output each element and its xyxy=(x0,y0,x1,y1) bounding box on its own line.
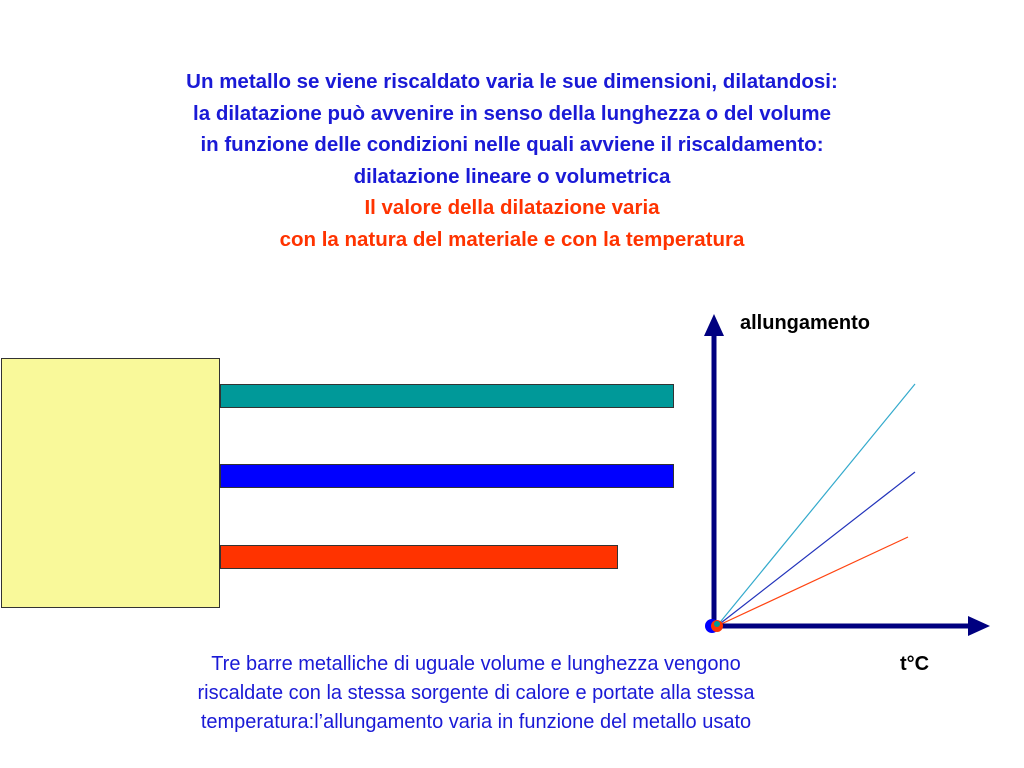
y-axis-arrowhead xyxy=(704,314,724,336)
caption-line-3: temperatura:l’allungamento varia in funzione del metallo usato xyxy=(200,711,752,733)
title-line-6: con la natura del materiale e con la temperatura xyxy=(279,227,745,251)
origin-marker xyxy=(705,619,723,633)
title-line-1: Un metallo se viene riscaldato varia le sue dimensioni, dilatandosi: xyxy=(186,70,838,93)
x-axis-arrowhead xyxy=(968,616,990,636)
title-line-2: la dilatazione può avvenire in senso della lunghezza o del volume xyxy=(193,101,831,125)
metal-bar-blue xyxy=(220,464,674,488)
elongation-temperature-graph xyxy=(690,310,1024,650)
expansion-line-red xyxy=(717,537,908,626)
caption-line-1: Tre barre metalliche di uguale volume e lunghezza vengono xyxy=(211,653,741,675)
x-axis-label: t°C xyxy=(900,653,930,675)
metal-bar-teal xyxy=(220,384,674,408)
y-axis-label: allungamento xyxy=(740,312,871,334)
expansion-line-blue xyxy=(717,472,915,626)
caption xyxy=(100,650,852,737)
title-line-5: Il valore della dilatazione varia xyxy=(364,196,660,219)
title-line-3: in funzione delle condizioni nelle quali avviene il riscaldamento: xyxy=(200,133,824,156)
heat-source-block xyxy=(1,358,220,608)
slide-title xyxy=(0,66,1024,255)
title-line-4: dilatazione lineare o volumetrica xyxy=(353,164,671,188)
caption-line-2: riscaldate con la stessa sorgente di calore e portate alla stessa xyxy=(197,682,755,704)
metal-bar-red xyxy=(220,545,618,569)
expansion-line-teal xyxy=(717,384,915,626)
